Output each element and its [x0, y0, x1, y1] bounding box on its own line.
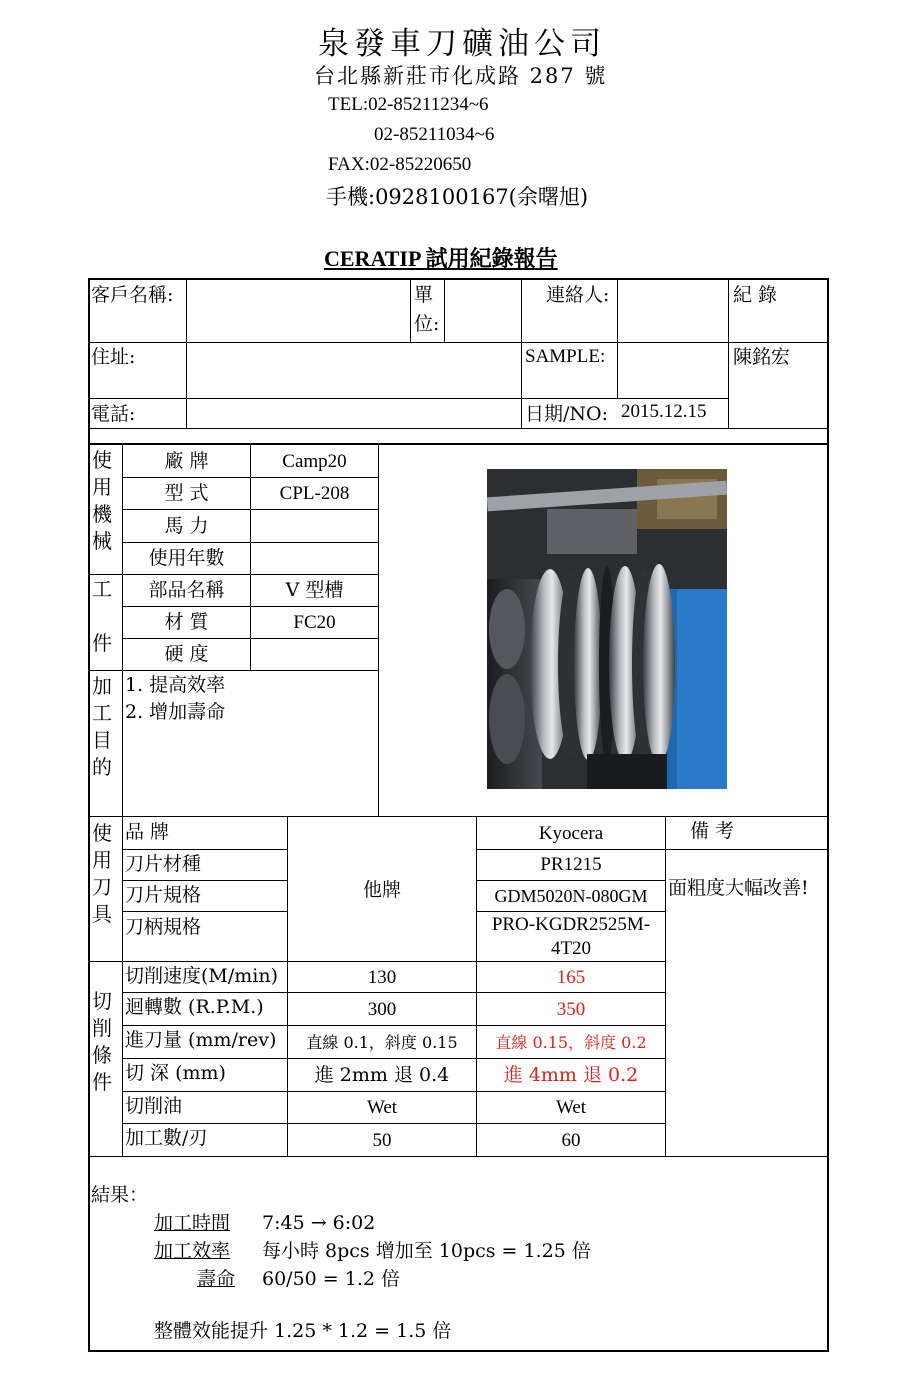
grid-line	[89, 398, 728, 399]
holder-spec-value-line2: 4T20	[550, 938, 592, 959]
years-used-label: 使用年數	[148, 547, 225, 569]
customer-label: 客戶名稱:	[91, 284, 174, 306]
grid-line	[122, 1091, 665, 1092]
recorder-name: 陳銘宏	[733, 346, 791, 368]
grid-line	[378, 444, 379, 816]
unit-label-2: 位:	[414, 313, 440, 335]
grid-line	[617, 280, 618, 398]
grid-line	[122, 816, 123, 1156]
insert-spec-value: GDM5020N-080GM	[494, 886, 648, 906]
company-address: 台北縣新莊市化成路 287 號	[314, 64, 608, 88]
remarks-value: 面粗度大幅改善!	[668, 877, 809, 899]
grid-line	[122, 638, 378, 639]
insert-grade-label: 刀片材種	[125, 853, 202, 875]
pieces-per-edge-other: 50	[372, 1130, 392, 1151]
unit-label-1: 單	[414, 284, 434, 306]
conditions-section-label: 切 削 條 件	[92, 989, 112, 1094]
machining-time-label: 加工時間	[154, 1212, 231, 1234]
grid-line	[89, 961, 665, 962]
horsepower-label: 馬 力	[164, 515, 209, 537]
machining-efficiency-label: 加工效率	[154, 1240, 231, 1262]
contact-label: 連絡人:	[546, 284, 610, 306]
tool-section-label: 使 用 刀 具	[92, 821, 112, 926]
machining-efficiency-value: 每小時 8pcs 增加至 10pcs = 1.25 倍	[262, 1240, 591, 1262]
pieces-per-edge-label: 加工數/刃	[125, 1127, 208, 1149]
grid-line	[122, 849, 287, 850]
workpiece-section-label: 工 件	[92, 577, 112, 655]
grid-line	[122, 509, 378, 510]
grid-line	[122, 1123, 665, 1124]
depth-label: 切 深 (mm)	[125, 1062, 226, 1084]
insert-grade-value: PR1215	[540, 854, 602, 875]
grid-line	[122, 477, 378, 478]
model-value: CPL-208	[279, 483, 350, 504]
phone-label: 電話:	[91, 403, 136, 425]
part-name-value: V 型槽	[285, 579, 344, 601]
feed-label: 進刀量 (mm/rev)	[125, 1029, 277, 1051]
holder-spec-value-line1: PRO-KGDR2525M-	[491, 914, 651, 935]
feed-other: 直線 0.1，斜度 0.15	[306, 1033, 458, 1052]
v-groove-pulley-image	[487, 469, 727, 789]
depth-other: 進 2mm 退 0.4	[314, 1064, 450, 1086]
company-name: 泉發車刀礦油公司	[318, 26, 606, 62]
grid-line	[89, 670, 378, 671]
grid-line	[89, 1156, 828, 1157]
date-label: 日期/NO:	[525, 403, 609, 425]
workpiece-photo	[487, 469, 727, 789]
insert-spec-label: 刀片規格	[125, 884, 202, 906]
grid-line	[410, 280, 411, 342]
grid-line	[444, 280, 445, 342]
address-label: 住址:	[91, 346, 136, 368]
grid-line	[476, 849, 828, 850]
feed-kyocera: 直線 0.15，斜度 0.2	[495, 1033, 647, 1052]
mobile-number: 手機:0928100167(余曙旭)	[326, 185, 589, 209]
grid-line	[521, 280, 522, 428]
grid-line	[89, 342, 828, 343]
cutting-speed-kyocera: 165	[556, 967, 586, 988]
hardness-label: 硬 度	[164, 643, 209, 665]
pieces-per-edge-kyocera: 60	[561, 1130, 581, 1151]
model-label: 型 式	[164, 482, 209, 504]
fax-number: FAX:02-85220650	[328, 154, 472, 175]
grid-line	[122, 606, 378, 607]
grid-line	[89, 428, 828, 429]
depth-kyocera: 進 4mm 退 0.2	[503, 1064, 639, 1086]
holder-spec-label: 刀柄規格	[125, 916, 202, 938]
results-label: 結果：	[91, 1184, 149, 1206]
sample-label: SAMPLE:	[525, 346, 606, 367]
material-label: 材 質	[164, 611, 209, 633]
grid-line	[122, 542, 378, 543]
machining-time-value: 7:45 → 6:02	[262, 1212, 376, 1234]
grid-line	[728, 280, 729, 428]
tool-brand-value: Kyocera	[538, 823, 604, 844]
grid-line	[122, 992, 665, 993]
grid-line	[476, 880, 665, 881]
part-name-label: 部品名稱	[148, 579, 225, 601]
telephone-2: 02-85211034~6	[374, 124, 495, 145]
grid-line	[122, 880, 287, 881]
report-title: CERATIP 試用紀錄報告	[324, 246, 558, 271]
tool-brand-label: 品 牌	[125, 821, 170, 843]
brand-value: Camp20	[282, 451, 347, 472]
grid-line	[122, 1058, 665, 1059]
rpm-kyocera: 350	[556, 999, 586, 1020]
rpm-label: 迴轉數 (R.P.M.)	[125, 996, 264, 1018]
grid-line	[186, 280, 187, 428]
material-value: FC20	[293, 612, 336, 633]
purpose-item: 1. 提高效率	[125, 674, 226, 696]
record-label: 紀 錄	[733, 284, 778, 306]
date-value: 2015.12.15	[621, 401, 707, 422]
overall-improvement: 整體效能提升 1.25 * 1.2 = 1.5 倍	[154, 1320, 452, 1342]
tool-life-value: 60/50 = 1.2 倍	[262, 1268, 401, 1290]
cutting-speed-label: 切削速度(M/min)	[125, 965, 279, 987]
grid-line	[476, 911, 665, 912]
purpose-section-label: 加 工 目 的	[92, 674, 112, 779]
telephone-1: TEL:02-85211234~6	[328, 94, 489, 115]
other-brand-label: 他牌	[362, 879, 401, 901]
cutting-speed-other: 130	[367, 967, 397, 988]
tool-life-label: 壽命	[197, 1268, 236, 1290]
purpose-item: 2. 增加壽命	[125, 701, 226, 723]
report-table	[88, 278, 829, 1352]
rpm-other: 300	[367, 999, 397, 1020]
coolant-kyocera: Wet	[555, 1097, 587, 1118]
coolant-label: 切削油	[125, 1095, 183, 1117]
machine-section-label: 使 用 機 械	[92, 448, 112, 553]
grid-line	[89, 443, 828, 445]
grid-line	[89, 816, 828, 817]
brand-label: 廠 牌	[164, 450, 209, 472]
grid-line	[122, 911, 287, 912]
grid-line	[122, 1025, 665, 1026]
grid-line	[89, 574, 378, 575]
grid-line	[665, 816, 666, 1156]
remarks-label: 備 考	[690, 820, 735, 842]
coolant-other: Wet	[366, 1097, 398, 1118]
